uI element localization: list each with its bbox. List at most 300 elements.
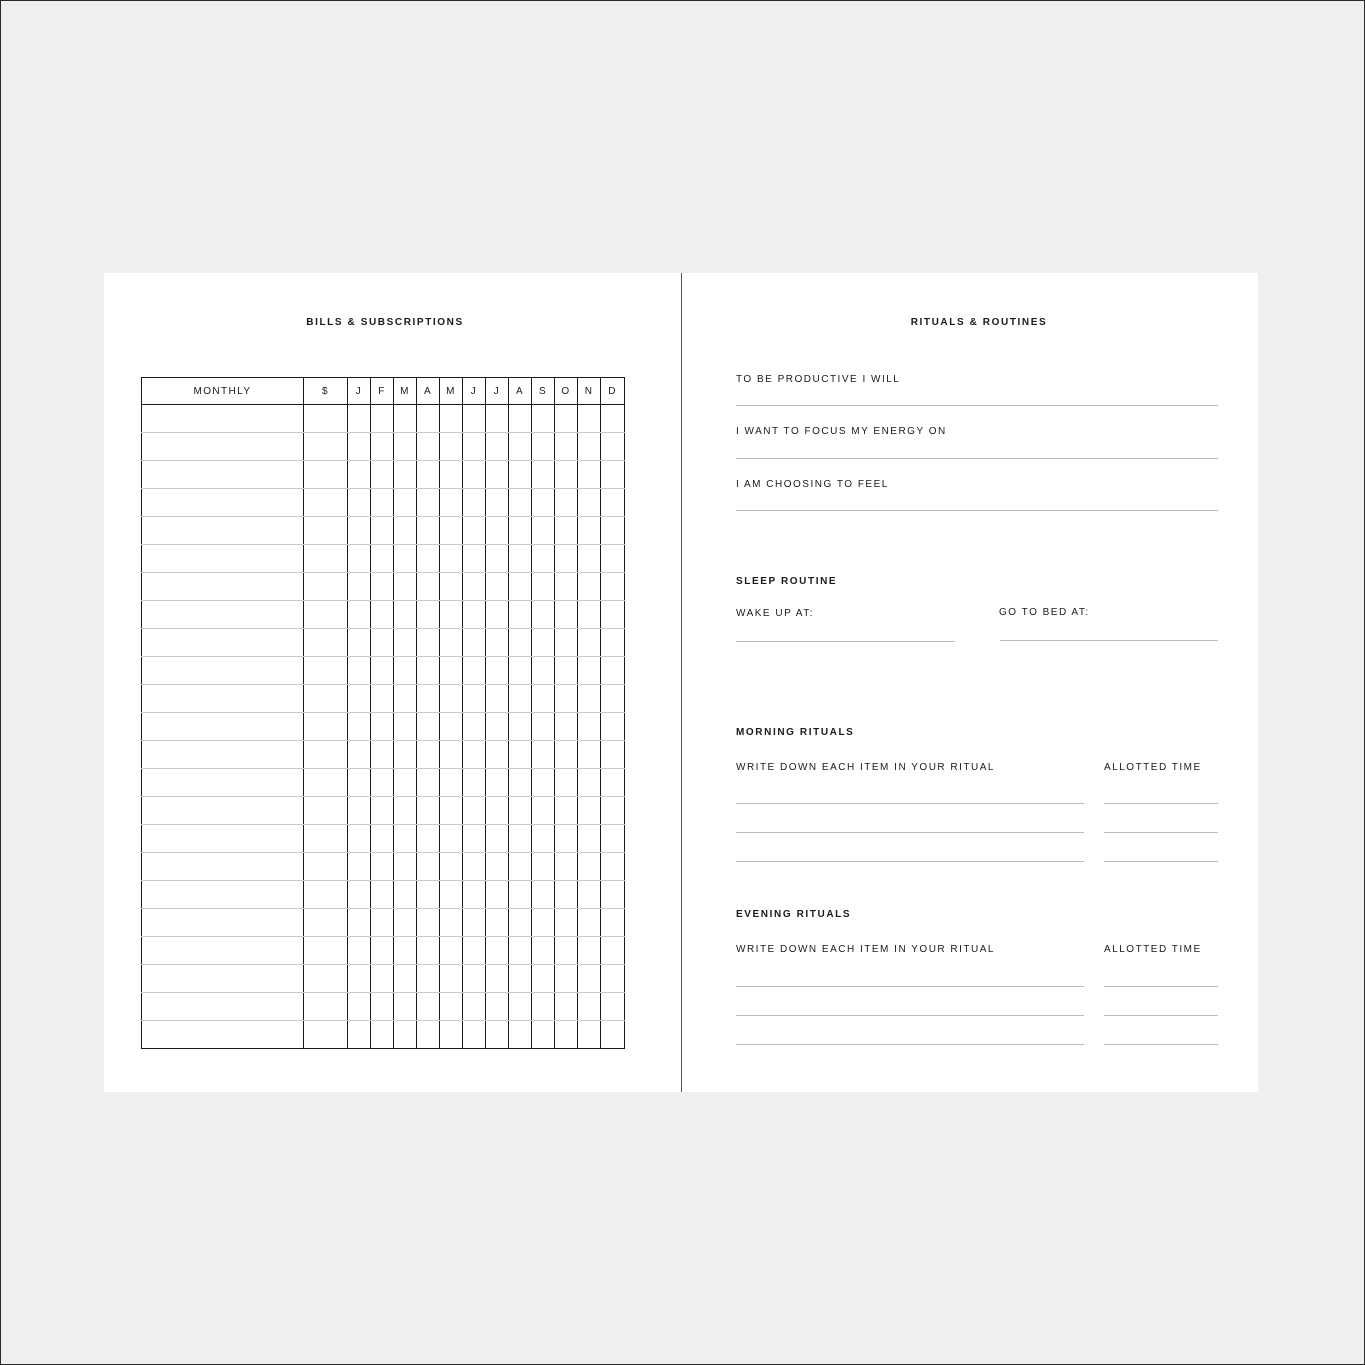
bill-month-cell[interactable] [371,685,394,713]
bill-month-cell[interactable] [371,937,394,965]
write-line-evening-item[interactable] [736,1044,1084,1045]
bill-month-cell[interactable] [348,405,371,433]
bill-month-cell[interactable] [486,825,509,853]
bill-month-cell[interactable] [578,965,601,993]
bill-month-cell[interactable] [509,517,532,545]
bill-month-cell[interactable] [463,601,486,629]
bill-amount-cell[interactable] [304,769,348,797]
bill-amount-cell[interactable] [304,517,348,545]
bill-month-cell[interactable] [555,545,578,573]
bill-month-cell[interactable] [463,853,486,881]
bill-month-cell[interactable] [371,909,394,937]
write-line-wake-up[interactable] [736,641,955,642]
bill-month-cell[interactable] [509,1021,532,1049]
bill-month-cell[interactable] [486,629,509,657]
bill-month-cell[interactable] [371,881,394,909]
bill-name-cell[interactable] [142,713,304,741]
bill-name-cell[interactable] [142,937,304,965]
bill-month-cell[interactable] [348,1021,371,1049]
bill-month-cell[interactable] [371,853,394,881]
bill-month-cell[interactable] [601,573,625,601]
bill-month-cell[interactable] [509,657,532,685]
bill-month-cell[interactable] [532,881,555,909]
bill-month-cell[interactable] [348,461,371,489]
bill-month-cell[interactable] [394,629,417,657]
bill-amount-cell[interactable] [304,993,348,1021]
bill-month-cell[interactable] [463,685,486,713]
bill-month-cell[interactable] [463,993,486,1021]
bill-month-cell[interactable] [394,937,417,965]
bill-month-cell[interactable] [348,489,371,517]
bill-month-cell[interactable] [486,685,509,713]
bill-name-cell[interactable] [142,405,304,433]
bill-month-cell[interactable] [578,685,601,713]
bill-month-cell[interactable] [440,629,463,657]
bill-month-cell[interactable] [417,405,440,433]
bill-name-cell[interactable] [142,965,304,993]
bill-month-cell[interactable] [417,993,440,1021]
bill-month-cell[interactable] [486,993,509,1021]
bill-month-cell[interactable] [348,545,371,573]
bill-month-cell[interactable] [555,937,578,965]
bill-month-cell[interactable] [348,629,371,657]
bill-month-cell[interactable] [463,545,486,573]
write-line-evening-item[interactable] [736,1015,1084,1016]
bill-month-cell[interactable] [463,965,486,993]
bill-month-cell[interactable] [371,405,394,433]
bill-month-cell[interactable] [440,461,463,489]
bill-month-cell[interactable] [509,797,532,825]
bill-month-cell[interactable] [394,741,417,769]
bill-month-cell[interactable] [509,601,532,629]
bill-month-cell[interactable] [555,853,578,881]
bill-month-cell[interactable] [371,1021,394,1049]
bill-month-cell[interactable] [601,965,625,993]
bill-month-cell[interactable] [509,769,532,797]
bill-month-cell[interactable] [440,405,463,433]
bill-month-cell[interactable] [555,825,578,853]
bill-month-cell[interactable] [578,769,601,797]
write-line-morning-time[interactable] [1104,861,1218,862]
bill-month-cell[interactable] [394,573,417,601]
bill-month-cell[interactable] [371,601,394,629]
bill-name-cell[interactable] [142,797,304,825]
bill-month-cell[interactable] [486,601,509,629]
bill-month-cell[interactable] [486,769,509,797]
bill-month-cell[interactable] [578,573,601,601]
bill-name-cell[interactable] [142,1021,304,1049]
bill-month-cell[interactable] [578,489,601,517]
bill-month-cell[interactable] [348,573,371,601]
bill-month-cell[interactable] [601,629,625,657]
bill-month-cell[interactable] [440,433,463,461]
bill-name-cell[interactable] [142,881,304,909]
bill-month-cell[interactable] [417,601,440,629]
bill-month-cell[interactable] [463,741,486,769]
bill-month-cell[interactable] [509,993,532,1021]
bill-month-cell[interactable] [578,713,601,741]
bill-month-cell[interactable] [348,517,371,545]
bill-month-cell[interactable] [394,545,417,573]
bill-month-cell[interactable] [463,713,486,741]
bill-amount-cell[interactable] [304,657,348,685]
bill-month-cell[interactable] [348,937,371,965]
bill-month-cell[interactable] [440,853,463,881]
bill-month-cell[interactable] [440,937,463,965]
bill-month-cell[interactable] [555,489,578,517]
bill-month-cell[interactable] [371,657,394,685]
bill-month-cell[interactable] [532,713,555,741]
bill-month-cell[interactable] [348,657,371,685]
bill-month-cell[interactable] [417,965,440,993]
bill-month-cell[interactable] [394,489,417,517]
bill-month-cell[interactable] [348,769,371,797]
bill-month-cell[interactable] [601,741,625,769]
bill-month-cell[interactable] [601,853,625,881]
bill-month-cell[interactable] [463,797,486,825]
bill-month-cell[interactable] [532,489,555,517]
bill-name-cell[interactable] [142,573,304,601]
bill-month-cell[interactable] [532,937,555,965]
bill-name-cell[interactable] [142,657,304,685]
bill-month-cell[interactable] [348,797,371,825]
bill-month-cell[interactable] [532,909,555,937]
bill-month-cell[interactable] [463,405,486,433]
bill-month-cell[interactable] [417,825,440,853]
bill-month-cell[interactable] [578,853,601,881]
bill-month-cell[interactable] [601,797,625,825]
bill-month-cell[interactable] [417,1021,440,1049]
bill-month-cell[interactable] [486,741,509,769]
bill-month-cell[interactable] [578,433,601,461]
bill-month-cell[interactable] [463,881,486,909]
bill-month-cell[interactable] [440,573,463,601]
bill-month-cell[interactable] [578,909,601,937]
bill-month-cell[interactable] [417,433,440,461]
bill-month-cell[interactable] [509,909,532,937]
bill-amount-cell[interactable] [304,629,348,657]
bill-month-cell[interactable] [486,881,509,909]
bill-month-cell[interactable] [371,629,394,657]
bill-month-cell[interactable] [440,601,463,629]
bill-month-cell[interactable] [601,1021,625,1049]
bill-month-cell[interactable] [555,601,578,629]
bill-month-cell[interactable] [601,545,625,573]
bill-month-cell[interactable] [440,713,463,741]
bill-month-cell[interactable] [417,741,440,769]
bill-month-cell[interactable] [486,965,509,993]
bill-month-cell[interactable] [440,545,463,573]
bill-month-cell[interactable] [601,517,625,545]
bill-month-cell[interactable] [578,993,601,1021]
bill-amount-cell[interactable] [304,601,348,629]
bill-month-cell[interactable] [601,993,625,1021]
bill-month-cell[interactable] [348,713,371,741]
bill-month-cell[interactable] [371,489,394,517]
bill-month-cell[interactable] [463,937,486,965]
bill-name-cell[interactable] [142,909,304,937]
bill-month-cell[interactable] [509,461,532,489]
bill-month-cell[interactable] [578,461,601,489]
bill-name-cell[interactable] [142,629,304,657]
bill-month-cell[interactable] [394,657,417,685]
bill-month-cell[interactable] [578,545,601,573]
bill-month-cell[interactable] [509,881,532,909]
bill-month-cell[interactable] [348,825,371,853]
bill-month-cell[interactable] [578,517,601,545]
bill-month-cell[interactable] [417,881,440,909]
bill-month-cell[interactable] [555,881,578,909]
bill-month-cell[interactable] [601,881,625,909]
bill-month-cell[interactable] [578,405,601,433]
bill-month-cell[interactable] [578,937,601,965]
bill-month-cell[interactable] [394,965,417,993]
write-line-evening-time[interactable] [1104,1044,1218,1045]
bill-month-cell[interactable] [394,881,417,909]
bill-month-cell[interactable] [417,853,440,881]
bill-month-cell[interactable] [394,993,417,1021]
bill-month-cell[interactable] [578,741,601,769]
bill-month-cell[interactable] [555,1021,578,1049]
bill-month-cell[interactable] [555,405,578,433]
bill-amount-cell[interactable] [304,713,348,741]
bill-month-cell[interactable] [348,881,371,909]
bill-name-cell[interactable] [142,433,304,461]
bill-month-cell[interactable] [601,657,625,685]
bill-amount-cell[interactable] [304,405,348,433]
bill-month-cell[interactable] [371,545,394,573]
bill-month-cell[interactable] [532,601,555,629]
bill-month-cell[interactable] [532,825,555,853]
bill-month-cell[interactable] [601,601,625,629]
write-line-productive[interactable] [736,405,1218,406]
bill-month-cell[interactable] [394,825,417,853]
bill-month-cell[interactable] [509,545,532,573]
bill-month-cell[interactable] [371,433,394,461]
bill-month-cell[interactable] [532,741,555,769]
bill-month-cell[interactable] [555,797,578,825]
bill-month-cell[interactable] [532,1021,555,1049]
bill-month-cell[interactable] [486,461,509,489]
bill-month-cell[interactable] [440,993,463,1021]
bill-month-cell[interactable] [348,853,371,881]
bill-month-cell[interactable] [417,573,440,601]
bill-month-cell[interactable] [440,909,463,937]
bill-month-cell[interactable] [394,713,417,741]
bill-month-cell[interactable] [532,405,555,433]
bill-month-cell[interactable] [486,545,509,573]
bill-month-cell[interactable] [555,965,578,993]
bill-month-cell[interactable] [486,1021,509,1049]
bill-month-cell[interactable] [371,461,394,489]
bill-month-cell[interactable] [509,573,532,601]
bill-month-cell[interactable] [532,965,555,993]
bill-month-cell[interactable] [532,461,555,489]
bill-month-cell[interactable] [394,797,417,825]
bill-month-cell[interactable] [601,825,625,853]
bill-month-cell[interactable] [532,629,555,657]
bill-month-cell[interactable] [578,629,601,657]
bill-amount-cell[interactable] [304,489,348,517]
bill-month-cell[interactable] [440,1021,463,1049]
bill-month-cell[interactable] [394,909,417,937]
bill-month-cell[interactable] [509,685,532,713]
bill-month-cell[interactable] [532,993,555,1021]
bill-month-cell[interactable] [555,909,578,937]
bill-month-cell[interactable] [394,1021,417,1049]
bill-month-cell[interactable] [371,741,394,769]
bill-month-cell[interactable] [555,713,578,741]
bill-month-cell[interactable] [509,629,532,657]
bill-month-cell[interactable] [532,853,555,881]
write-line-morning-item[interactable] [736,861,1084,862]
bill-month-cell[interactable] [486,937,509,965]
bill-amount-cell[interactable] [304,461,348,489]
bill-month-cell[interactable] [417,657,440,685]
bill-month-cell[interactable] [486,405,509,433]
bill-month-cell[interactable] [555,629,578,657]
bill-month-cell[interactable] [440,881,463,909]
bill-month-cell[interactable] [578,1021,601,1049]
bill-amount-cell[interactable] [304,1021,348,1049]
bill-name-cell[interactable] [142,853,304,881]
bill-amount-cell[interactable] [304,797,348,825]
bill-month-cell[interactable] [509,713,532,741]
bill-name-cell[interactable] [142,461,304,489]
bill-month-cell[interactable] [486,853,509,881]
bill-month-cell[interactable] [532,797,555,825]
bill-month-cell[interactable] [463,825,486,853]
bill-amount-cell[interactable] [304,741,348,769]
bill-month-cell[interactable] [578,825,601,853]
bill-month-cell[interactable] [555,573,578,601]
bill-month-cell[interactable] [371,769,394,797]
bill-month-cell[interactable] [440,769,463,797]
bill-month-cell[interactable] [440,965,463,993]
bill-month-cell[interactable] [509,825,532,853]
bill-name-cell[interactable] [142,545,304,573]
write-line-morning-time[interactable] [1104,832,1218,833]
bill-month-cell[interactable] [486,909,509,937]
bill-amount-cell[interactable] [304,853,348,881]
bill-month-cell[interactable] [348,433,371,461]
bill-month-cell[interactable] [486,517,509,545]
bill-month-cell[interactable] [486,797,509,825]
bill-month-cell[interactable] [348,993,371,1021]
bill-month-cell[interactable] [371,825,394,853]
bill-month-cell[interactable] [417,909,440,937]
bill-month-cell[interactable] [532,685,555,713]
bill-month-cell[interactable] [601,937,625,965]
bill-month-cell[interactable] [348,685,371,713]
bill-month-cell[interactable] [417,629,440,657]
bill-month-cell[interactable] [532,573,555,601]
bill-month-cell[interactable] [348,965,371,993]
bill-month-cell[interactable] [417,517,440,545]
bill-month-cell[interactable] [417,937,440,965]
bill-month-cell[interactable] [394,517,417,545]
bill-amount-cell[interactable] [304,545,348,573]
bill-month-cell[interactable] [417,685,440,713]
bill-month-cell[interactable] [417,461,440,489]
bill-month-cell[interactable] [417,797,440,825]
bill-name-cell[interactable] [142,741,304,769]
bill-month-cell[interactable] [440,489,463,517]
bill-month-cell[interactable] [486,573,509,601]
bill-month-cell[interactable] [601,909,625,937]
bill-month-cell[interactable] [509,853,532,881]
bill-month-cell[interactable] [601,685,625,713]
bill-month-cell[interactable] [394,769,417,797]
bill-month-cell[interactable] [578,657,601,685]
bill-month-cell[interactable] [578,881,601,909]
write-line-morning-time[interactable] [1104,803,1218,804]
bill-month-cell[interactable] [371,797,394,825]
bill-month-cell[interactable] [463,573,486,601]
write-line-focus-energy[interactable] [736,458,1218,459]
bill-month-cell[interactable] [371,517,394,545]
bill-month-cell[interactable] [486,489,509,517]
bill-amount-cell[interactable] [304,573,348,601]
bill-month-cell[interactable] [463,769,486,797]
bill-name-cell[interactable] [142,685,304,713]
bill-month-cell[interactable] [601,713,625,741]
bill-month-cell[interactable] [463,489,486,517]
bill-month-cell[interactable] [394,601,417,629]
bill-month-cell[interactable] [509,433,532,461]
bill-amount-cell[interactable] [304,685,348,713]
bill-month-cell[interactable] [578,601,601,629]
bill-month-cell[interactable] [348,601,371,629]
bill-month-cell[interactable] [509,965,532,993]
bill-month-cell[interactable] [440,657,463,685]
bill-month-cell[interactable] [394,461,417,489]
bill-amount-cell[interactable] [304,825,348,853]
bill-month-cell[interactable] [440,797,463,825]
bill-month-cell[interactable] [486,713,509,741]
bill-month-cell[interactable] [601,489,625,517]
bill-month-cell[interactable] [555,461,578,489]
bill-month-cell[interactable] [509,937,532,965]
bill-month-cell[interactable] [532,545,555,573]
bill-month-cell[interactable] [463,1021,486,1049]
bill-month-cell[interactable] [417,489,440,517]
bill-month-cell[interactable] [394,685,417,713]
write-line-evening-time[interactable] [1104,1015,1218,1016]
bill-month-cell[interactable] [394,405,417,433]
bill-month-cell[interactable] [348,909,371,937]
bill-month-cell[interactable] [486,433,509,461]
bill-month-cell[interactable] [394,433,417,461]
bill-amount-cell[interactable] [304,881,348,909]
bill-month-cell[interactable] [509,405,532,433]
bill-name-cell[interactable] [142,769,304,797]
bill-month-cell[interactable] [371,993,394,1021]
bill-month-cell[interactable] [440,517,463,545]
bill-month-cell[interactable] [486,657,509,685]
bill-month-cell[interactable] [371,573,394,601]
write-line-morning-item[interactable] [736,803,1084,804]
bill-month-cell[interactable] [463,909,486,937]
bill-name-cell[interactable] [142,993,304,1021]
bill-month-cell[interactable] [555,433,578,461]
bill-month-cell[interactable] [509,489,532,517]
bill-month-cell[interactable] [440,685,463,713]
bill-month-cell[interactable] [555,517,578,545]
write-line-go-to-bed[interactable] [1000,640,1218,641]
bill-month-cell[interactable] [532,517,555,545]
bill-month-cell[interactable] [555,685,578,713]
